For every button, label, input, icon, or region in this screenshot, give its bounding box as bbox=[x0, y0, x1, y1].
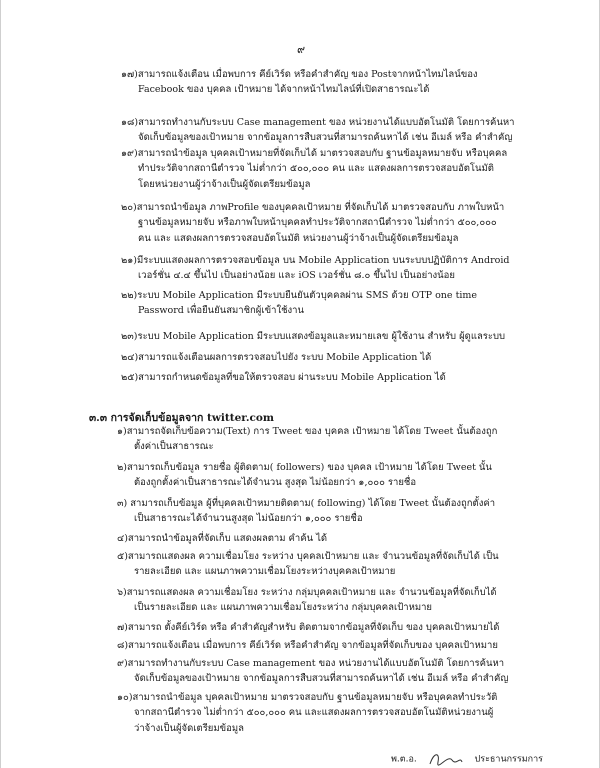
twitter-item-number: ๒) bbox=[117, 462, 127, 473]
twitter-item-number: ๑) bbox=[117, 426, 127, 437]
twitter-item-number: ๓) bbox=[117, 498, 128, 509]
facebook-item-line: โดยหน่วยงานผู้ว่าจ้างเป็นผู้จัดเตรียมข้อมูล bbox=[138, 178, 311, 190]
facebook-item-3 bbox=[121, 146, 507, 192]
twitter-item-text: สามารถทำงานกับระบบ Case management ของ หน่วยงานได้แบบอัตโนมัติ โดยการค้นหา bbox=[127, 658, 505, 669]
facebook-item-number: ๑๘) bbox=[121, 117, 139, 128]
twitter-item-number: ๔) bbox=[117, 533, 128, 544]
facebook-item-line: Password เพื่อยืนยันสมาชิกผู้เข้าใช้งาน bbox=[138, 305, 304, 317]
twitter-item-text: สามารถแจ้งเตือน เมื่อพบการ คีย์เวิร์ด หรือคำสำคัญ จากข้อมูลที่จัดเก็บของ บุคคลเป้าหมาย bbox=[128, 640, 498, 651]
twitter-item-4 bbox=[117, 531, 327, 546]
twitter-item-6 bbox=[117, 585, 497, 616]
facebook-item-number: ๒๕) bbox=[121, 372, 139, 383]
twitter-item-line: เป็นรายละเอียด และ แผนภาพความเชื่อมโยงระหว่าง กลุ่มบุคคลเป้าหมาย bbox=[134, 602, 433, 614]
twitter-item-line bbox=[117, 656, 508, 671]
twitter-item-7 bbox=[117, 620, 499, 635]
twitter-item-line bbox=[117, 460, 492, 475]
facebook-item-4 bbox=[121, 200, 504, 246]
facebook-item-text: สามารถนำข้อมูล บุคคลเป้าหมายที่จัดเก็บได้ มาตรวจสอบกับ ฐานข้อมูลหมายจับ หรือบุคคล bbox=[137, 148, 508, 159]
facebook-item-number: ๒๔) bbox=[121, 352, 139, 363]
facebook-item-line: ฐานข้อมูลหมายจับ หรือภาพใบหน้าบุคคลทำประวัติจากสถานีตำรวจ ไม่ต่ำกว่า ๕๐๐,๐๐๐ bbox=[138, 217, 497, 229]
facebook-item-6 bbox=[121, 288, 477, 319]
facebook-item-line bbox=[121, 288, 477, 303]
facebook-item-number: ๒๒) bbox=[121, 290, 138, 301]
facebook-item-line bbox=[121, 370, 446, 385]
facebook-item-8 bbox=[121, 350, 431, 365]
twitter-item-line bbox=[117, 549, 499, 564]
twitter-item-text: สามารถ ตั้งคีย์เวิร์ด หรือ คำสำคัญสำหรับ ติดตามจากข้อมูลที่จัดเก็บ ของ บุคคลเป้าหมายได้ bbox=[127, 622, 500, 633]
signature-icon bbox=[428, 750, 464, 768]
twitter-item-line bbox=[117, 690, 497, 705]
facebook-item-text: สามารถกำหนดข้อมูลที่ขอให้ตรวจสอบ ผ่านระบบ Mobile Application ได้ bbox=[138, 372, 446, 383]
twitter-item-line: ตั้งค่าเป็นสาธารณะ bbox=[134, 441, 214, 453]
facebook-item-number: ๒๐) bbox=[121, 202, 137, 213]
twitter-item-number: ๗) bbox=[117, 622, 128, 633]
facebook-item-text: มีระบบแสดงผลการตรวจสอบข้อมูล บน Mobile Application บนระบบปฏิบัติการ Android bbox=[137, 255, 510, 266]
twitter-item-text: สามารถแสดงผล ความเชื่อมโยง ระหว่าง กลุ่มบุคคลเป้าหมาย และ จำนวนข้อมูลที่จัดเก็บได้ bbox=[126, 587, 497, 598]
facebook-item-9 bbox=[121, 370, 446, 385]
facebook-item-5 bbox=[121, 253, 509, 284]
facebook-item-7 bbox=[121, 329, 505, 344]
twitter-item-1 bbox=[117, 424, 497, 455]
twitter-item-text: สามารถแสดงผล ความเชื่อมโยง ระหว่าง บุคคลเป้าหมาย และ จำนวนข้อมูลที่จัดเก็บได้ เป็น bbox=[127, 551, 499, 562]
facebook-item-text: สามารถนำข้อมูล ภาพProfile ของบุคคลเป้าหมาย ที่จัดเก็บได้ มาตรวจสอบกับ ภาพใบหน้า bbox=[136, 202, 505, 213]
facebook-item-text: ระบบ Mobile Application มีระบบยืนยันตัวบุคคลผ่าน SMS ด้วย OTP one time bbox=[137, 290, 478, 301]
twitter-item-5 bbox=[117, 549, 499, 580]
twitter-item-2 bbox=[117, 460, 492, 491]
twitter-item-10 bbox=[117, 690, 497, 736]
facebook-item-number: ๒๑) bbox=[121, 255, 137, 266]
signature-footer bbox=[391, 750, 543, 768]
twitter-item-number: ๑๐) bbox=[117, 692, 133, 703]
facebook-item-text: สามารถแจ้งเตือน เมื่อพบการ คีย์เวิร์ด หรือคำสำคัญ ของ Postจากหน้าไทมไลน์ของ bbox=[137, 69, 478, 80]
twitter-item-text: สามารถเก็บข้อมูล ผู้ที่บุคคลเป้าหมายติดตาม( following) ได้โดย Tweet นั้นต้องถูกตั้งค่า bbox=[127, 498, 496, 509]
facebook-item-line bbox=[121, 253, 509, 268]
twitter-item-line: ว่าจ้างเป็นผู้จัดเตรียมข้อมูล bbox=[134, 722, 244, 734]
facebook-item-line bbox=[121, 200, 504, 215]
twitter-item-number: ๘) bbox=[117, 640, 129, 651]
twitter-item-8 bbox=[117, 638, 498, 653]
page-number: ๙ bbox=[296, 43, 306, 56]
facebook-item-line bbox=[121, 67, 478, 82]
twitter-item-number: ๕) bbox=[117, 551, 128, 562]
twitter-item-line: เป็นสาธารณะได้จำนวนสูงสุด ไม่น้อยกว่า ๑,๐๐๐ รายชื่อ bbox=[134, 513, 363, 525]
facebook-item-line: Facebook ของ บุคคล เป้าหมาย ได้จากหน้าไทมไลน์ที่เปิดสาธารณะได้ bbox=[138, 84, 430, 96]
facebook-item-line: จัดเก็บข้อมูลของเป้าหมาย จากข้อมูลการสืบสวนที่สามารถค้นหาได้ เช่น อีเมล์ หรือ คำสำคัญ bbox=[138, 132, 513, 144]
facebook-item-text: ระบบ Mobile Application มีระบบแสดงข้อมูลและหมายเลข ผู้ใช้งาน สำหรับ ผู้ดูแลระบบ bbox=[137, 331, 506, 342]
facebook-item-line bbox=[121, 146, 507, 161]
twitter-item-line: รายละเอียด และ แผนภาพความเชื่อมโยงระหว่างบุคคลเป้าหมาย bbox=[134, 566, 396, 578]
section-heading-twitter: ๓.๓ การจัดเก็บข้อมูลจาก twitter.com bbox=[89, 412, 275, 424]
twitter-item-9 bbox=[117, 656, 508, 687]
twitter-item-number: ๖) bbox=[117, 587, 127, 598]
rank-label: พ.ต.อ. bbox=[391, 754, 417, 765]
twitter-item-line bbox=[117, 424, 497, 439]
facebook-item-line bbox=[121, 115, 515, 130]
twitter-item-number: ๙) bbox=[117, 658, 128, 669]
twitter-item-line bbox=[117, 531, 327, 546]
twitter-item-line bbox=[117, 620, 499, 635]
twitter-item-line: จัดเก็บข้อมูลของเป้าหมาย จากข้อมูลการสืบสวนที่สามารถค้นหาได้ เช่น อีเมล์ หรือ คำสำคัญ bbox=[134, 673, 509, 685]
twitter-item-text: สามารถนำข้อมูล บุคคลเป้าหมาย มาตรวจสอบกับ ฐานข้อมูลหมายจับ หรือบุคคลทำประวัติ bbox=[132, 692, 498, 703]
twitter-item-text: สามารถเก็บข้อมูล รายชื่อ ผู้ติดตาม( followers) ของ บุคคล เป้าหมาย ได้โดย Tweet นั้น bbox=[126, 462, 492, 473]
twitter-item-text: สามารถนำข้อมูลที่จัดเก็บ แสดงผลตาม คำค้น ได้ bbox=[127, 533, 328, 544]
chairman-label: ประธานกรรมการ bbox=[474, 754, 543, 765]
facebook-item-number: ๑๙) bbox=[121, 148, 138, 159]
twitter-item-line bbox=[117, 638, 498, 653]
twitter-item-line: จากสถานีตำรวจ ไม่ต่ำกว่า ๕๐๐,๐๐๐ คน และแสดงผลการตรวจสอบอัตโนมัติหน่วยงานผู้ bbox=[134, 707, 494, 719]
facebook-item-2 bbox=[121, 115, 515, 146]
facebook-item-number: ๒๓) bbox=[121, 331, 138, 342]
facebook-item-text: สามารถทำงานกับระบบ Case management ของ หน่วยงานได้แบบอัตโนมัติ โดยการค้นหา bbox=[138, 117, 515, 128]
facebook-item-line: ทำประวัติจากสถานีตำรวจ ไม่ต่ำกว่า ๕๐๐,๐๐๐ คน และ แสดงผลการตรวจสอบอัตโนมัติ bbox=[138, 163, 494, 175]
twitter-item-text: สามารถจัดเก็บข้อความ(Text) การ Tweet ของ บุคคล เป้าหมาย ได้โดย Tweet นั้นต้องถูก bbox=[126, 426, 498, 437]
twitter-item-line bbox=[117, 496, 495, 511]
facebook-item-line bbox=[121, 329, 505, 344]
twitter-item-3 bbox=[117, 496, 495, 527]
facebook-item-number: ๑๗) bbox=[121, 69, 138, 80]
facebook-item-line bbox=[121, 350, 431, 365]
facebook-item-line: คน และ แสดงผลการตรวจสอบอัตโนมัติ หน่วยงานผู้ว่าจ้างเป็นผู้จัดเตรียมข้อมูล bbox=[138, 232, 459, 244]
facebook-item-text: สามารถแจ้งเตือนผลการตรวจสอบไปยัง ระบบ Mobile Application ได้ bbox=[138, 352, 432, 363]
facebook-item-line: เวอร์ชั่น ๔.๔ ขึ้นไป เป็นอย่างน้อย และ iOS เวอร์ชั่น ๘.๐ ขึ้นไป เป็นอย่างน้อย bbox=[138, 270, 455, 282]
twitter-item-line bbox=[117, 585, 497, 600]
facebook-item-1 bbox=[121, 67, 478, 98]
twitter-item-line: ต้องถูกตั้งค่าเป็นสาธารณะได้จำนวน สูงสุด ไม่น้อยกว่า ๑,๐๐๐ รายชื่อ bbox=[134, 477, 417, 489]
